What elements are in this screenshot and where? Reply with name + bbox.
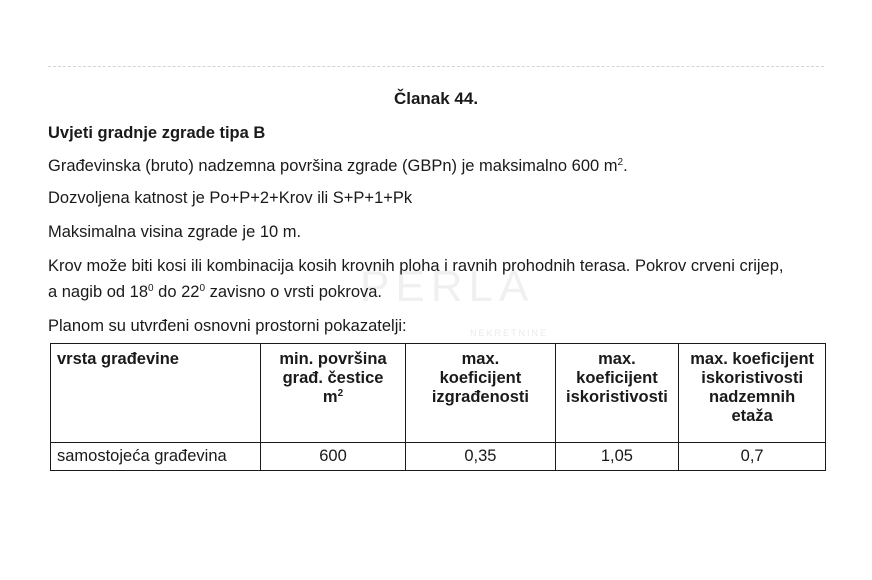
header-kig-line2: koeficijent: [439, 369, 522, 387]
header-koef-izgradenosti: [406, 344, 555, 443]
header-koef-iskoristivosti: [555, 344, 679, 443]
header-koef-iskoristivosti-nadzemnih: [679, 344, 826, 443]
paragraph-gbpn-end: .: [623, 157, 628, 175]
paragraph-gbpn: [48, 157, 628, 176]
article-title: Članak 44.: [393, 89, 479, 108]
cell-min-povrsina: 600: [260, 443, 405, 471]
cell-kis: 1,05: [555, 443, 679, 471]
cell-kig: 0,35: [406, 443, 555, 471]
paragraph-katnost: Dozvoljena katnost je Po+P+2+Krov ili S+P+1+Pk: [48, 189, 413, 207]
nagib-text-a: a nagib od 18: [48, 283, 149, 301]
paragraph-pokazatelji: Planom su utvrđeni osnovni prostorni pokazatelji:: [48, 317, 407, 335]
superscript-2: 2: [617, 157, 624, 168]
header-kis-line1: max.: [598, 350, 636, 368]
indicators-table: [50, 343, 826, 471]
header-vrsta-gradevine: vrsta građevine: [51, 344, 261, 443]
superscript-degree-1: 0: [148, 283, 154, 294]
section-heading: Uvjeti gradnje zgrade tipa B: [48, 124, 266, 142]
paragraph-krov: Krov može biti kosi ili kombinacija kosih krovnih ploha i ravnih prohodnih terasa. Pokrov crveni crijep,: [48, 257, 784, 275]
header-kisn-line4: etaža: [731, 407, 773, 425]
header-kig-line3: izgrađenosti: [431, 388, 530, 406]
cell-vrsta: samostojeća građevina: [51, 443, 261, 471]
header-kis-line3: iskoristivosti: [566, 388, 668, 406]
header-kisn-line1: max. koeficijent: [690, 350, 815, 368]
paragraph-gbpn-text: Građevinska (bruto) nadzemna površina zgrade (GBPn) je maksimalno 600 m: [48, 157, 618, 175]
cell-kisn: 0,7: [679, 443, 826, 471]
nagib-text-b: do 22: [153, 283, 200, 301]
header-kis-line2: koeficijent: [576, 369, 658, 387]
header-min-povrsina-line3: [267, 388, 399, 407]
paragraph-nagib: [48, 283, 382, 302]
header-min-povrsina-line2: građ. čestice: [282, 369, 384, 387]
nagib-text-c: zavisno o vrsti pokrova.: [205, 283, 383, 301]
watermark-subtitle: NEKRETNINE: [470, 328, 549, 338]
header-min-povrsina-line1: min. površina: [279, 350, 387, 368]
paragraph-visina: Maksimalna visina zgrade je 10 m.: [48, 223, 302, 241]
top-divider: [48, 66, 824, 67]
header-unit-sup: 2: [337, 388, 344, 399]
superscript-degree-2: 0: [199, 283, 206, 294]
header-min-povrsina: [260, 344, 405, 443]
table-row: [51, 443, 826, 471]
header-unit-m: m: [322, 388, 338, 406]
header-kig-line1: max.: [461, 350, 500, 368]
header-kisn-line3: nadzemnih: [709, 388, 796, 406]
watermark-logo: PERLA: [360, 262, 535, 311]
header-kisn-line2: iskoristivosti: [701, 369, 804, 387]
table-header-row: [51, 344, 826, 443]
